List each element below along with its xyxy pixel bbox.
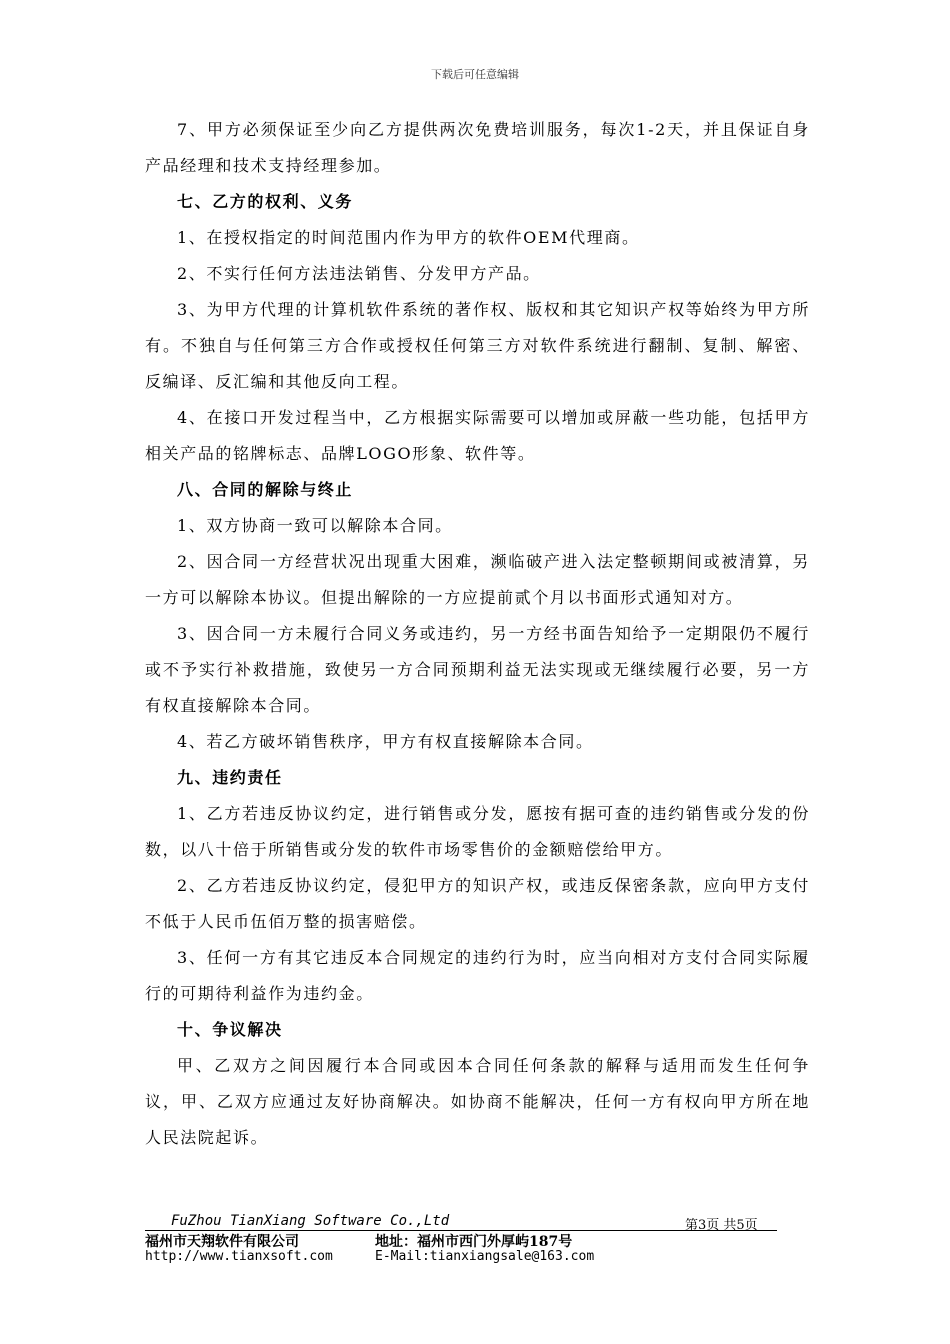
clause-paragraph: 4、在接口开发过程当中，乙方根据实际需要可以增加或屏蔽一些功能，包括甲方相关产品的铭牌标志、品牌LOGO形象、软件等。 (145, 408, 810, 463)
clause-paragraph: 2、乙方若违反协议约定，侵犯甲方的知识产权，或违反保密条款，应向甲方支付不低于人民币伍佰万整的损害赔偿。 (145, 876, 810, 931)
clause-paragraph: 1、在授权指定的时间范围内作为甲方的软件OEM代理商。 (177, 228, 640, 247)
section-heading: 八、合同的解除与终止 (177, 480, 354, 499)
company-website-link[interactable]: http://www.tianxsoft.com (145, 1249, 333, 1264)
clause-paragraph: 1、双方协商一致可以解除本合同。 (177, 516, 453, 535)
company-email-link[interactable]: E-Mail:tianxiangsale@163.com (375, 1249, 595, 1264)
page-footer (145, 1213, 810, 1267)
document-body (145, 112, 810, 1156)
section-heading: 九、违约责任 (177, 768, 283, 787)
clause-paragraph: 甲、乙双方之间因履行本合同或因本合同任何条款的解释与适用而发生任何争议，甲、乙双方应通过友好协商解决。如协商不能解决，任何一方有权向甲方所在地人民法院起诉。 (145, 1056, 810, 1147)
clause-paragraph: 3、为甲方代理的计算机软件系统的著作权、版权和其它知识产权等始终为甲方所有。不独自与任何第三方合作或授权任何第三方对软件系统进行翻制、复制、解密、反编译、反汇编和其他反向工程。 (145, 300, 810, 391)
company-english-name: FuZhou TianXiang Software Co.,Ltd (171, 1213, 450, 1229)
company-chinese-name: 福州市天翔软件有限公司 (145, 1234, 299, 1250)
clause-paragraph: 2、因合同一方经营状况出现重大困难，濒临破产进入法定整顿期间或被清算，另一方可以解除本协议。但提出解除的一方应提前贰个月以书面形式通知对方。 (145, 552, 810, 607)
company-address: 地址：福州市西门外厚屿187号 (375, 1234, 573, 1250)
clause-paragraph: 4、若乙方破坏销售秩序，甲方有权直接解除本合同。 (177, 732, 594, 751)
clause-paragraph: 7、甲方必须保证至少向乙方提供两次免费培训服务，每次1-2天，并且保证自身产品经理和技术支持经理参加。 (145, 120, 810, 175)
clause-paragraph: 1、乙方若违反协议约定，进行销售或分发，愿按有据可查的违约销售或分发的份数，以八十倍于所销售或分发的软件市场零售价的金额赔偿给甲方。 (145, 804, 810, 859)
clause-paragraph: 2、不实行任何方法违法销售、分发甲方产品。 (177, 264, 541, 283)
footer-rule-line (145, 1213, 777, 1231)
section-heading: 十、争议解决 (177, 1020, 283, 1039)
page-number: 第3页 共5页 (685, 1218, 758, 1233)
clause-paragraph: 3、因合同一方未履行合同义务或违约，另一方经书面告知给予一定期限仍不履行或不予实行补救措施，致使另一方合同预期利益无法实现或无继续履行必要，另一方有权直接解除本合同。 (145, 624, 810, 715)
section-heading: 七、乙方的权利、义务 (177, 192, 354, 211)
header-note: 下载后可任意编辑 (431, 68, 519, 81)
clause-paragraph: 3、任何一方有其它违反本合同规定的违约行为时，应当向相对方支付合同实际履行的可期待利益作为违约金。 (145, 948, 810, 1003)
